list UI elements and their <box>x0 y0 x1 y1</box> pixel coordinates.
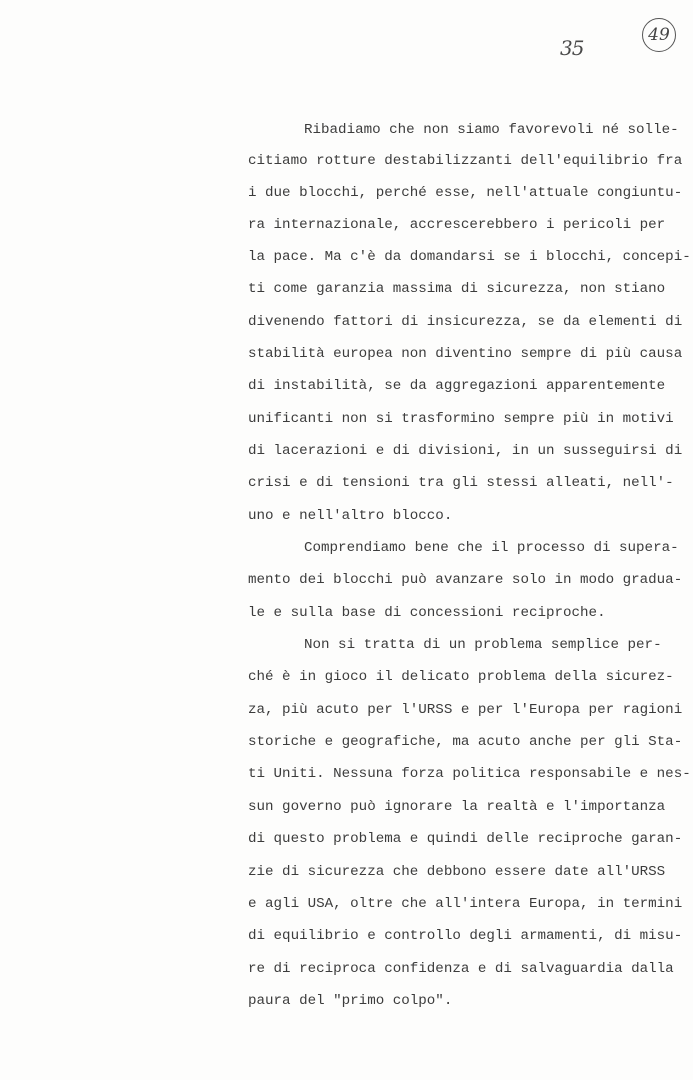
text-line: i due blocchi, perché esse, nell'attuale congiuntu- <box>248 185 683 201</box>
text-line: mento dei blocchi può avanzare solo in modo gradua- <box>248 572 683 588</box>
text-line: Non si tratta di un problema semplice per- <box>304 637 662 653</box>
text-line: crisi e di tensioni tra gli stessi alleati, nell'- <box>248 475 674 491</box>
text-line: stabilità europea non diventino sempre di più causa <box>248 346 683 362</box>
text-line: e agli USA, oltre che all'intera Europa, in termini <box>248 896 683 912</box>
text-line: re di reciproca confidenza e di salvaguardia dalla <box>248 961 674 977</box>
text-line: unificanti non si trasformino sempre più in motivi <box>248 411 674 427</box>
text-line: ti come garanzia massima di sicurezza, non stiano <box>248 281 666 297</box>
text-line: ti Uniti. Nessuna forza politica responsabile e nes- <box>248 766 691 782</box>
text-line: le e sulla base di concessioni reciproche. <box>248 605 606 621</box>
text-line: di questo problema e quindi delle reciproche garan- <box>248 831 683 847</box>
text-line: ra internazionale, accrescerebbero i pericoli per <box>248 217 666 233</box>
text-line: sun governo può ignorare la realtà e l'importanza <box>248 799 666 815</box>
text-line: paura del "primo colpo". <box>248 993 453 1009</box>
text-line: citiamo rotture destabilizzanti dell'equilibrio fra <box>248 153 683 169</box>
page-number: 35 <box>560 36 584 60</box>
text-line: di equilibrio e controllo degli armamenti, di misu- <box>248 928 683 944</box>
folio-stamp: 49 <box>642 18 676 52</box>
text-line: la pace. Ma c'è da domandarsi se i blocchi, concepi- <box>248 249 691 265</box>
text-line: di lacerazioni e di divisioni, in un susseguirsi di <box>248 443 683 459</box>
text-line: ché è in gioco il delicato problema della sicurez- <box>248 669 674 685</box>
text-line: Comprendiamo bene che il processo di supera- <box>304 540 679 556</box>
text-line: divenendo fattori di insicurezza, se da elementi di <box>248 314 683 330</box>
text-line: Ribadiamo che non siamo favorevoli né solle- <box>304 122 679 138</box>
text-line: uno e nell'altro blocco. <box>248 508 453 524</box>
text-line: di instabilità, se da aggregazioni apparentemente <box>248 378 666 394</box>
text-line: za, più acuto per l'URSS e per l'Europa per ragioni <box>248 702 683 718</box>
text-line: zie di sicurezza che debbono essere date all'URSS <box>248 864 666 880</box>
text-line: storiche e geografiche, ma acuto anche per gli Sta- <box>248 734 683 750</box>
